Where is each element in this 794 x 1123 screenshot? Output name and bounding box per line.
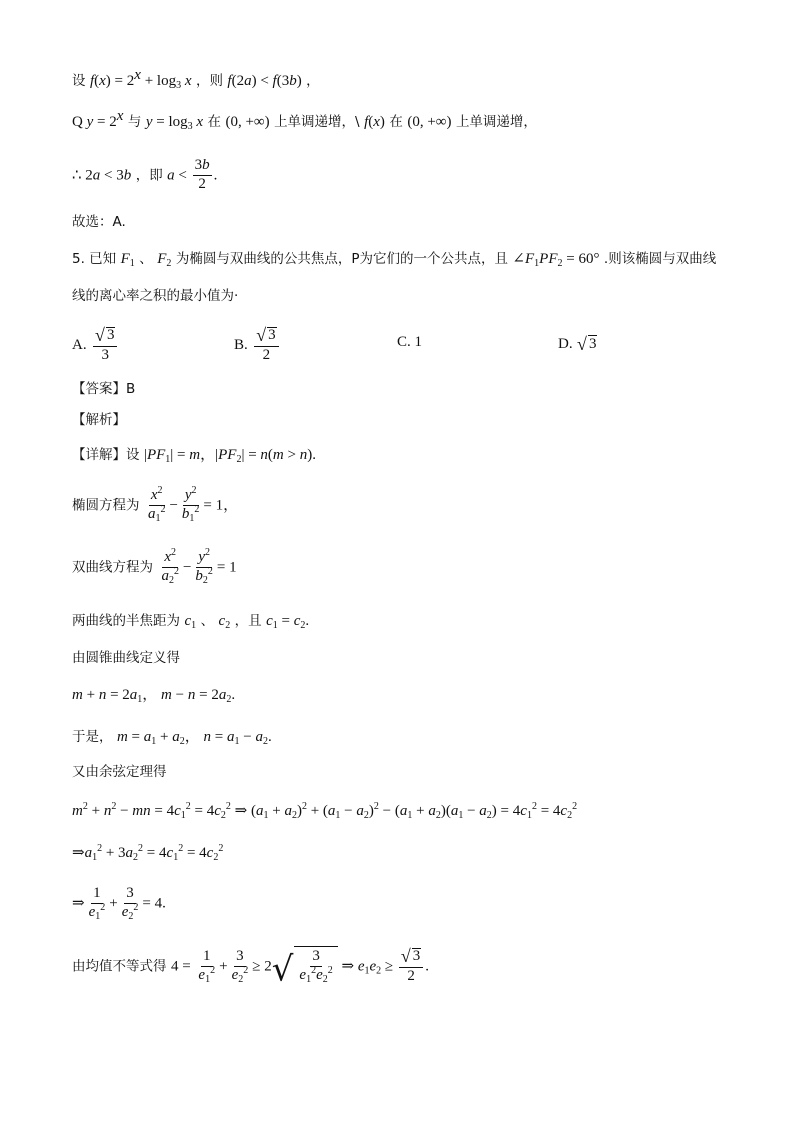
option-d: D. √ 3: [558, 334, 597, 354]
text: 双曲线方程为: [72, 559, 153, 576]
option-b: B. $\frac{√ 3}{2}$: [234, 326, 281, 364]
text: 于是，: [72, 729, 113, 745]
hyperbola-eq: 双曲线方程为 $\frac{x^2}{a_2^2}$ − $\frac{y^2}{b_2^2}$ = 1: [72, 547, 237, 586]
label: D.: [558, 336, 573, 352]
text: 为椭圆与双曲线的公共焦点，P为它们的一个公共点，且: [175, 251, 508, 267]
text: 与: [127, 114, 142, 130]
focal: 两曲线的半焦距为 $c_1$ 、 $c_2$ ，且 $c_1 = c_2$.: [72, 613, 310, 631]
text: 由均值不等式得: [72, 958, 167, 975]
text: ，且: [234, 613, 262, 629]
text: 、: [200, 613, 215, 629]
label: B.: [234, 336, 248, 353]
line-3: ∴ 2a < 3b ，即 a < $\frac{3b}{2}$ .: [72, 157, 218, 192]
line-2: Q $y = 2^x$ 与 $y = \log_3 x$ 在 (0, +∞) 上单调递增，\ f(x) 在 (0, +∞) 上单调递增，: [72, 108, 537, 132]
line-1: 设 $f(x) = 2^x + \log_3 x$ ，则 f(2a) < f(3b) ，: [72, 67, 320, 91]
choose-answer: 故选：A.: [72, 214, 126, 230]
ellipse-eq: 椭圆方程为 $\frac{x^2}{a_1^2}$ − $\frac{y^2}{b_1^2}$ = 1，: [72, 485, 239, 524]
eq-so: 于是， $m = a_1 + a_2$， $n = a_1 - a_2$.: [72, 729, 272, 747]
text: 上单调递增，\: [274, 114, 360, 130]
question-5-line-2: 线的离心率之积的最小值为·: [72, 288, 239, 304]
cos-law: 又由余弦定理得: [72, 764, 167, 780]
eq-amgm: 由均值不等式得 4 = $\frac{1}{e_1^2}$ + $\frac{3}{e_2^2}$ ≥ 2√ $\frac{3}{e_1^2e_2^2}$ ⇒ $e_1e_2$ ≥ $\frac{√ 3}{2}$ .: [72, 946, 430, 990]
text: 5. 已知: [72, 251, 117, 267]
conic-def: 由圆锥曲线定义得: [72, 650, 180, 666]
answer: 【答案】B: [72, 381, 136, 397]
text: 在: [389, 114, 403, 130]
text: ，则: [195, 73, 223, 89]
eq-cos: $m^2 + n^2$ − mn = $4c_1^2 = 4c_2^2$ ⇒ $(a_1 + a_2)^2 + (a_1 - a_2)^2 - (a_1 + a_2)(a_1 - a_2) = 4c_1^2 = 4c_2^2$: [72, 801, 578, 821]
text: ，即: [135, 167, 163, 184]
text: 两曲线的半焦距为: [72, 613, 180, 629]
text: 椭圆方程为: [72, 497, 140, 514]
label: A.: [72, 336, 87, 353]
text: 在: [207, 114, 221, 130]
analysis: 【解析】: [72, 412, 126, 428]
text: 上单调递增，: [455, 114, 537, 130]
option-a: A. $\frac{√ 3}{3}$: [72, 326, 119, 364]
question-5: 5. 已知 $F_1$ 、 $F_2$ 为椭圆与双曲线的公共焦点，P为它们的一个公共点，且 $\angle F_1PF_2 = 60^\circ$ .则该椭圆与双曲线: [72, 251, 717, 269]
text: .则该椭圆与双曲线: [603, 251, 717, 267]
eq-a: $\Rightarrow a_1^2 + 3a_2^2 = 4c_1^2 = 4c_2^2$: [72, 843, 224, 863]
text: 设: [72, 73, 86, 89]
text: 、: [139, 251, 153, 267]
eq-m-n: $m + n = 2a_1$， $m - n = 2a_2$.: [72, 687, 236, 705]
text: 【详解】设: [72, 447, 140, 463]
detail: 【详解】设 $|PF_1| = m$，$|PF_2| = n(m > n)$.: [72, 447, 316, 465]
option-c: C. 1: [397, 334, 423, 350]
text: ，: [306, 73, 320, 89]
eq-e: ⇒ $\frac{1}{e_1^2}$ + $\frac{3}{e_2^2}$ = 4.: [72, 885, 166, 922]
